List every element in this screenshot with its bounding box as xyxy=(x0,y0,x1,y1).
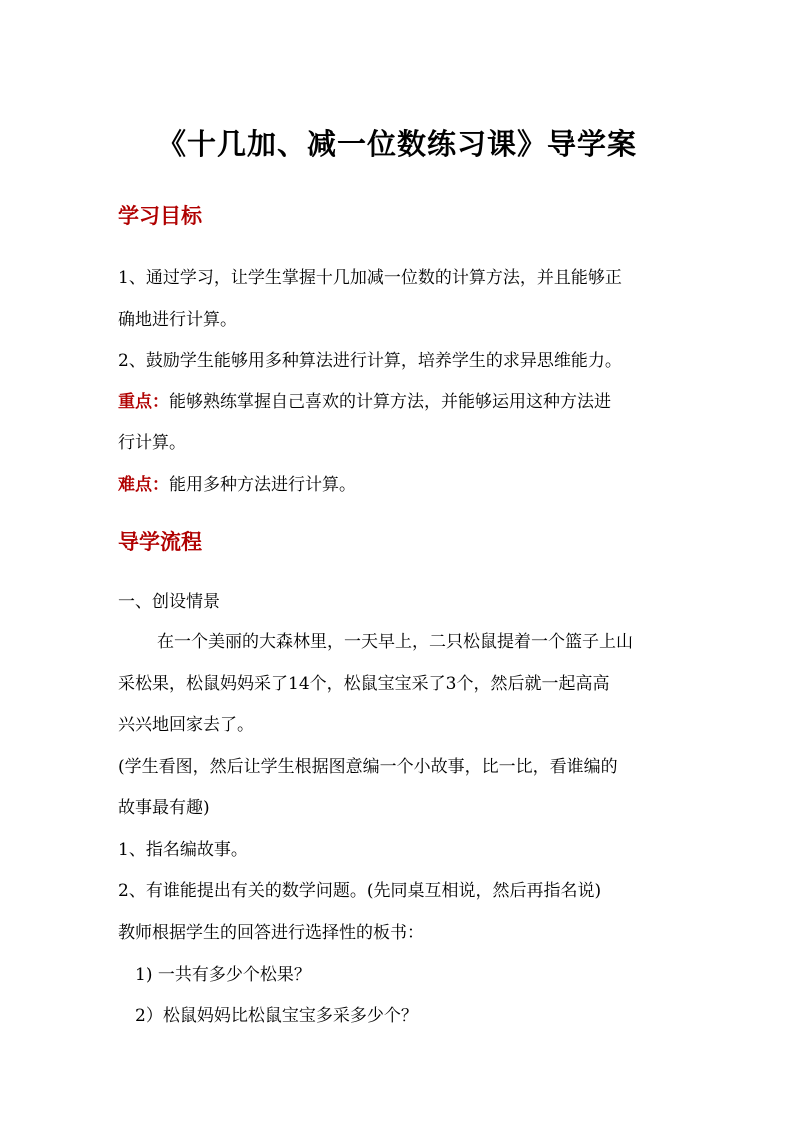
question-2: 2）松鼠妈妈比松鼠宝宝多采多少个？ xyxy=(135,1006,418,1026)
story-line-1: 在一个美丽的大森林里，一天早上，二只松鼠提着一个篮子上山 xyxy=(157,632,633,652)
objective-1-line-2: 确地进行计算。 xyxy=(118,310,237,330)
step-1-title: 一、创设情景 xyxy=(118,592,220,612)
key-point-label: 重点： xyxy=(118,392,169,412)
difficulty-text: 能用多种方法进行计算。 xyxy=(169,475,356,495)
difficulty-label: 难点： xyxy=(118,475,169,495)
key-point-text: 能够熟练掌握自己喜欢的计算方法，并能够运用这种方法进 xyxy=(169,392,611,412)
note-line-2: 故事最有趣) xyxy=(118,798,210,818)
note-line-1: (学生看图，然后让学生根据图意编一个小故事，比一比，看谁编的 xyxy=(118,757,618,777)
key-point-line-2: 行计算。 xyxy=(118,433,186,453)
difficulty xyxy=(118,470,688,495)
item-1: 1、指名编故事。 xyxy=(118,840,248,860)
story-line-3: 兴兴地回家去了。 xyxy=(118,715,254,735)
key-point xyxy=(118,387,688,412)
item-2: 2、有谁能提出有关的数学问题。(先同桌互相说，然后再指名说) xyxy=(118,881,602,901)
section-heading-process: 导学流程 xyxy=(118,529,202,554)
story-line-2: 采松果，松鼠妈妈采了14个，松鼠宝宝采了3个，然后就一起高高 xyxy=(118,674,610,694)
document-title: 《十几加、减一位数练习课》导学案 xyxy=(156,127,637,161)
teacher-note: 教师根据学生的回答进行选择性的板书： xyxy=(118,923,424,943)
section-heading-objectives: 学习目标 xyxy=(118,203,202,228)
question-1: 1) 一共有多少个松果？ xyxy=(135,965,311,985)
objective-1-line-1: 1、通过学习，让学生掌握十几加减一位数的计算方法，并且能够正 xyxy=(118,268,622,288)
objective-2: 2、鼓励学生能够用多种算法进行计算，培养学生的求异思维能力。 xyxy=(118,351,622,371)
